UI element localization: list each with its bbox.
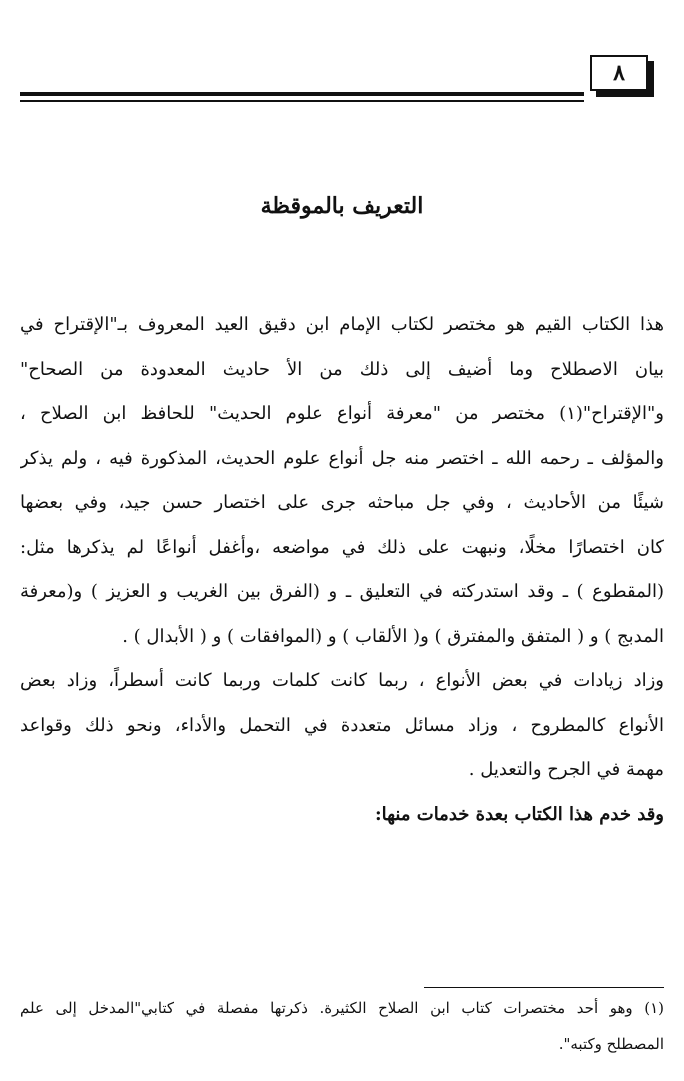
footnote-line: المصطلح وكتبه". bbox=[558, 1035, 664, 1053]
body-line: و"الإقتراح"(١) مختصر من "معرفة أنواع علوم الحديث" للحافظ ابن الصلاح ، bbox=[20, 403, 664, 424]
footnote-separator bbox=[424, 987, 664, 988]
header-rule-thick bbox=[20, 92, 584, 96]
body-line: الأنواع كالمطروح ، وزاد مسائل متعددة في التحمل والأداء، ونحو ذلك وقواعد bbox=[20, 714, 664, 736]
body-line: والمؤلف ـ رحمه الله ـ اختصر منه جل أنواع علوم الحديث، المذكورة فيه ، ولم يذكر bbox=[20, 447, 664, 469]
body-line: هذا الكتاب القيم هو مختصر لكتاب الإمام ابن دقيق العيد المعروف بـ"الإقتراح في bbox=[20, 314, 664, 335]
body-line: بيان الاصطلاح وما أضيف إلى ذلك من الأ حاديث المعدودة من الصحاح" bbox=[20, 358, 664, 380]
footnote-line: (١) وهو أحد مختصرات كتاب ابن الصلاح الكثيرة. ذكرتها مفصلة في كتابي"المدخل إلى علم bbox=[20, 999, 664, 1017]
footnotes bbox=[20, 990, 664, 1062]
body-text bbox=[20, 303, 664, 837]
page-number-box bbox=[590, 55, 648, 91]
body-line: المدبج ) و ( المتفق والمفترق ) و( الألقاب ) و (الموافقات ) و ( الأبدال ) . bbox=[122, 625, 664, 647]
body-line: مهمة في الجرح والتعديل . bbox=[468, 759, 664, 780]
header-rule-thin bbox=[20, 100, 584, 102]
body-line: وزاد زيادات في بعض الأنواع ، ربما كانت كلمات وربما كانت أسطراً، وزاد بعض bbox=[20, 670, 664, 691]
body-line-heading: وقد خدم هذا الكتاب بعدة خدمات منها: bbox=[374, 803, 664, 825]
page-title: التعريف بالموقظة bbox=[260, 193, 424, 219]
page-number: ٨ bbox=[613, 60, 625, 86]
body-line: (المقطوع ) ـ وقد استدركته في التعليق ـ و (الفرق بين الغريب و العزيز ) و(معرفة bbox=[20, 581, 664, 602]
body-line: شيئًا من الأحاديث ، وفي جل مباحثه جرى على اختصار حسن جيد، وفي بعضها bbox=[20, 492, 664, 513]
body-line: كان اختصارًا مخلًا، ونبهت على ذلك في مواضعه ،وأغفل أنواعًا لم يذكرها مثل: bbox=[20, 536, 664, 558]
